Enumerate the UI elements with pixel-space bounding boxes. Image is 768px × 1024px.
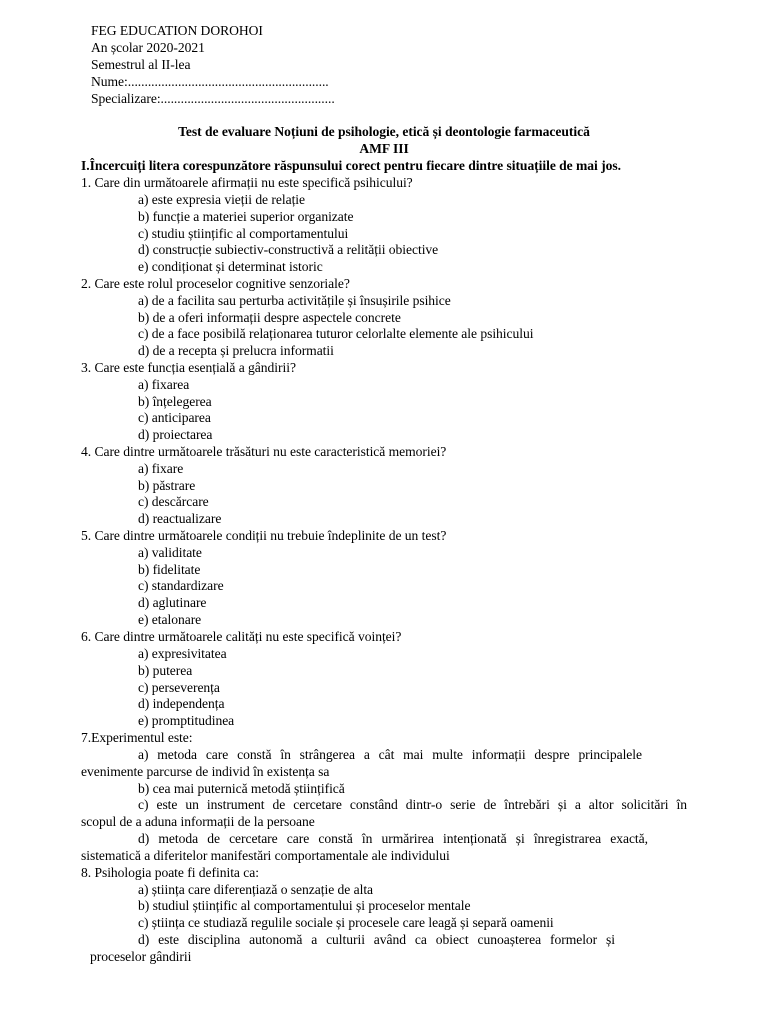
option: a) metoda care constă în strângerea a cât mai multe informații despre principalele (138, 747, 642, 762)
option: b) înțelegerea (138, 394, 212, 409)
option: a) validitate (138, 545, 202, 560)
option: a) știința care diferențiază o senzație de alta (138, 882, 374, 897)
option: b) puterea (138, 663, 193, 678)
option: d) este disciplina autonomă a culturii având ca obiect cunoașterea formelor și (138, 932, 615, 947)
option: b) fidelitate (138, 562, 201, 577)
option: a) este expresia vieții de relație (138, 192, 306, 207)
question-5: 5. Care dintre următoarele condiții nu trebuie îndeplinite de un test? (81, 528, 447, 543)
instruction: I.Încercuiți litera corespunzătore răspunsului corect pentru fiecare dintre situațiile de mai jos. (81, 158, 621, 173)
option: a) expresivitatea (138, 646, 227, 661)
option: c) este un instrument de cercetare constând dintr-o serie de întrebări și a altor solicitări în (138, 797, 687, 812)
option: d) de a recepta și prelucra informatii (138, 343, 334, 358)
test-subtitle: AMF III (359, 141, 409, 156)
test-title: Test de evaluare Noțiuni de psihologie, etică și deontologie farmaceutică (178, 124, 590, 139)
option: b) păstrare (138, 478, 196, 493)
option: a) de a facilita sau perturba activitățile și însușirile psihice (138, 293, 451, 308)
school-year: An școlar 2020-2021 (91, 40, 205, 55)
option: e) etalonare (138, 612, 202, 627)
option: d) reactualizare (138, 511, 222, 526)
option: b) de a oferi informații despre aspectele concrete (138, 310, 401, 325)
option: a) fixare (138, 461, 184, 476)
option: d) construcție subiectiv-constructivă a relității obiective (138, 242, 439, 257)
option-continuation: scopul de a aduna informații de la persoane (81, 814, 315, 829)
question-3: 3. Care este funcția esențială a gândirii? (81, 360, 296, 375)
option-continuation: proceselor gândirii (90, 949, 192, 964)
question-7: 7.Experimentul este: (81, 730, 193, 745)
option: c) anticiparea (138, 410, 211, 425)
option: d) metoda de cercetare care constă în urmărirea intenționată și înregistrarea exactă, (138, 831, 648, 846)
option: d) aglutinare (138, 595, 207, 610)
question-8: 8. Psihologia poate fi definita ca: (81, 865, 259, 880)
name-field: Nume:............................................................ (91, 74, 329, 89)
option: d) independența (138, 696, 225, 711)
option: e) promptitudinea (138, 713, 235, 728)
question-6: 6. Care dintre următoarele calități nu este specifică voinței? (81, 629, 402, 644)
option: b) cea mai puternică metodă științifică (138, 781, 345, 796)
option-continuation: evenimente parcurse de individ în existența sa (81, 764, 330, 779)
option: d) proiectarea (138, 427, 213, 442)
question-4: 4. Care dintre următoarele trăsături nu este caracteristică memoriei? (81, 444, 447, 459)
specialization-field: Specializare:.................................................... (91, 91, 335, 106)
option: c) perseverența (138, 680, 220, 695)
option: c) studiu științific al comportamentului (138, 226, 349, 241)
option-continuation: sistematică a diferitelor manifestări comportamentale ale individului (81, 848, 450, 863)
school-name: FEG EDUCATION DOROHOI (91, 23, 263, 38)
option: c) știința ce studiază regulile sociale și procesele care leagă și separă oamenii (138, 915, 554, 930)
question-2: 2. Care este rolul proceselor cognitive senzoriale? (81, 276, 350, 291)
option: c) de a face posibilă relaționarea tuturor celorlalte elemente ale psihicului (138, 326, 534, 341)
option: b) studiul științific al comportamentului și proceselor mentale (138, 898, 471, 913)
option: c) descărcare (138, 494, 209, 509)
question-1: 1. Care din următoarele afirmații nu este specifică psihicului? (81, 175, 413, 190)
option: b) funcție a materiei superior organizate (138, 209, 354, 224)
option: a) fixarea (138, 377, 190, 392)
semester: Semestrul al II-lea (91, 57, 191, 72)
option: c) standardizare (138, 578, 224, 593)
option: e) condiționat și determinat istoric (138, 259, 323, 274)
